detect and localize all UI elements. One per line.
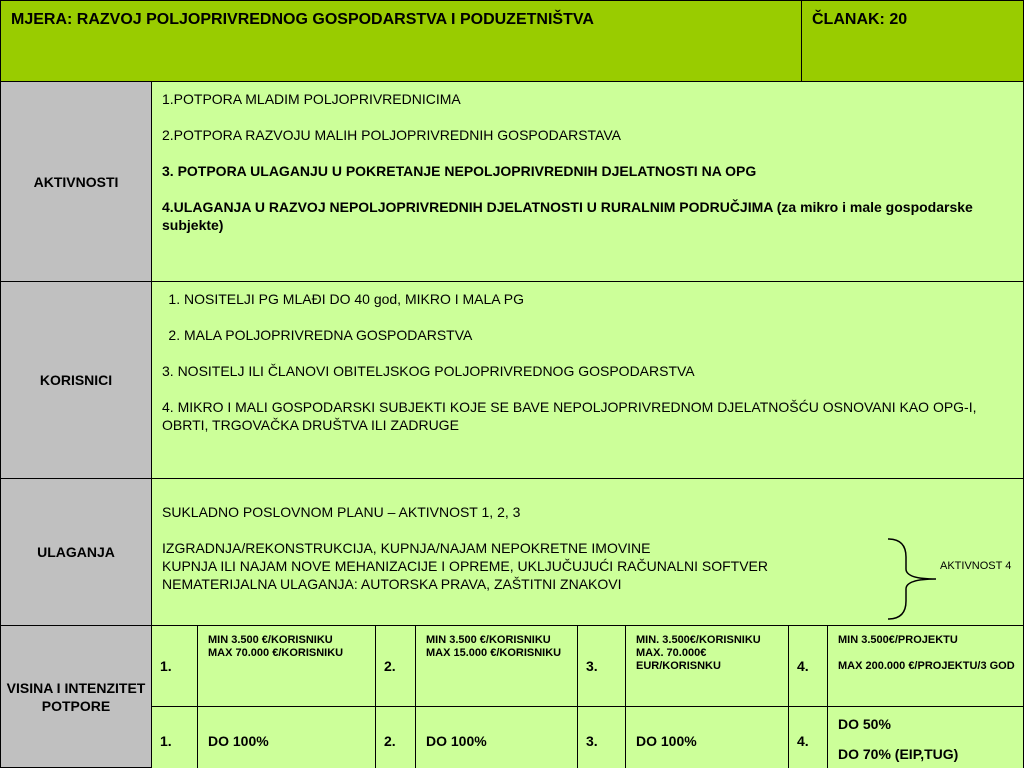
measure-title: MJERA: RAZVOJ POLJOPRIVREDNOG GOSPODARSTVA I PODUZETNIŠTVA <box>11 11 594 28</box>
row-label-visina: VISINA I INTENZITET POTPORE <box>0 625 152 768</box>
visina-r1-val-4 <box>827 625 1024 707</box>
korisnik-4: 4. MIKRO I MALI GOSPODARSKI SUBJEKTI KOJE SE BAVE NEPOLJOPRIVREDNOM DJELATNOŠĆU OSNOVANI KAO OPG-I, OBRTI, TRGOVAČKA DRUŠTVA ILI ZADRUGE <box>162 399 977 433</box>
korisnik-1: 1. NOSITELJI PG MLAĐI DO 40 god, MIKRO I MALA PG <box>184 290 1013 308</box>
aktivnost-1: 1.POTPORA MLADIM POLJOPRIVREDNICIMA <box>162 91 461 107</box>
row-label-korisnici: KORISNICI <box>0 281 152 479</box>
visina-r1-num-3: 3. <box>577 625 626 707</box>
aktivnost-2: 2.POTPORA RAZVOJU MALIH POLJOPRIVREDNIH GOSPODARSTAVA <box>162 127 621 143</box>
visina-r1-val-1-line-2: MAX 70.000 €/KORISNIKU <box>208 647 344 659</box>
visina-r1-val-4-line-2: MAX 200.000 €/PROJEKTU/3 GOD <box>838 660 1015 672</box>
row-label-ulaganja: ULAGANJA <box>0 478 152 626</box>
aktivnosti-content <box>151 81 1024 282</box>
visina-r1-val-2 <box>415 625 578 707</box>
visina-r2-val-2: DO 100% <box>415 706 578 768</box>
korisnik-2: 2. MALA POLJOPRIVREDNA GOSPODARSTVA <box>184 326 1013 344</box>
visina-r1-num-2: 2. <box>375 625 416 707</box>
visina-r1-val-4-line-1: MIN 3.500€/PROJEKTU <box>838 634 958 646</box>
aktivnost-4: 4.ULAGANJA U RAZVOJ NEPOLJOPRIVREDNIH DJELATNOSTI U RURALNIM PODRUČJIMA (za mikro i male gospodarske subjekte) <box>162 199 973 233</box>
visina-r1-val-1 <box>197 625 376 707</box>
visina-r2-num-4: 4. <box>788 706 828 768</box>
visina-r2-val-4 <box>827 706 1024 768</box>
curly-brace-icon <box>882 537 942 621</box>
visina-r1-val-2-line-2: MAX 15.000 €/KORISNIKU <box>426 647 562 659</box>
visina-r2-val-3: DO 100% <box>625 706 789 768</box>
visina-r2-num-1: 1. <box>151 706 198 768</box>
ulaganja-line-3: KUPNJA ILI NAJAM NOVE MEHANIZACIJE I OPREME, UKLJUČUJUĆI RAČUNALNI SOFTVER <box>162 558 768 574</box>
korisnik-3: 3. NOSITELJ ILI ČLANOVI OBITELJSKOG POLJOPRIVREDNOG GOSPODARSTVA <box>162 363 695 379</box>
article-cell <box>801 0 1024 82</box>
korisnici-list <box>162 290 1013 344</box>
ulaganja-content <box>151 478 1024 626</box>
visina-r1-num-4: 4. <box>788 625 828 707</box>
ulaganja-line-1: SUKLADNO POSLOVNOM PLANU – AKTIVNOST 1, 2, 3 <box>162 504 521 520</box>
ulaganja-line-2: IZGRADNJA/REKONSTRUKCIJA, KUPNJA/NAJAM NEPOKRETNE IMOVINE <box>162 540 651 556</box>
ulaganja-line-4: NEMATERIJALNA ULAGANJA: AUTORSKA PRAVA, ZAŠTITNI ZNAKOVI <box>162 576 622 592</box>
aktivnost-3: 3. POTPORA ULAGANJU U POKRETANJE NEPOLJOPRIVREDNIH DJELATNOSTI NA OPG <box>162 163 757 179</box>
visina-r2-val-4-line-1: DO 50% <box>838 716 891 732</box>
row-label-aktivnosti: AKTIVNOSTI <box>0 81 152 282</box>
visina-r1-num-1: 1. <box>151 625 198 707</box>
visina-r1-val-2-line-1: MIN 3.500 €/KORISNIKU <box>426 634 551 646</box>
visina-r2-val-4-line-2: DO 70% (EIP,TUG) <box>838 746 959 762</box>
visina-r1-val-3-line-2: MAX. 70.000€ EUR/KORISNKU <box>636 647 721 672</box>
visina-r2-num-3: 3. <box>577 706 626 768</box>
korisnici-content <box>151 281 1024 479</box>
article-number: ČLANAK: 20 <box>812 11 908 28</box>
visina-r1-val-3-line-1: MIN. 3.500€/KORISNIKU <box>636 634 761 646</box>
visina-r1-val-3 <box>625 625 789 707</box>
visina-r1-val-1-line-1: MIN 3.500 €/KORISNIKU <box>208 634 333 646</box>
measure-title-cell <box>0 0 802 82</box>
visina-r2-num-2: 2. <box>375 706 416 768</box>
brace-note: AKTIVNOST 4 <box>940 560 1012 572</box>
visina-r2-val-1: DO 100% <box>197 706 376 768</box>
